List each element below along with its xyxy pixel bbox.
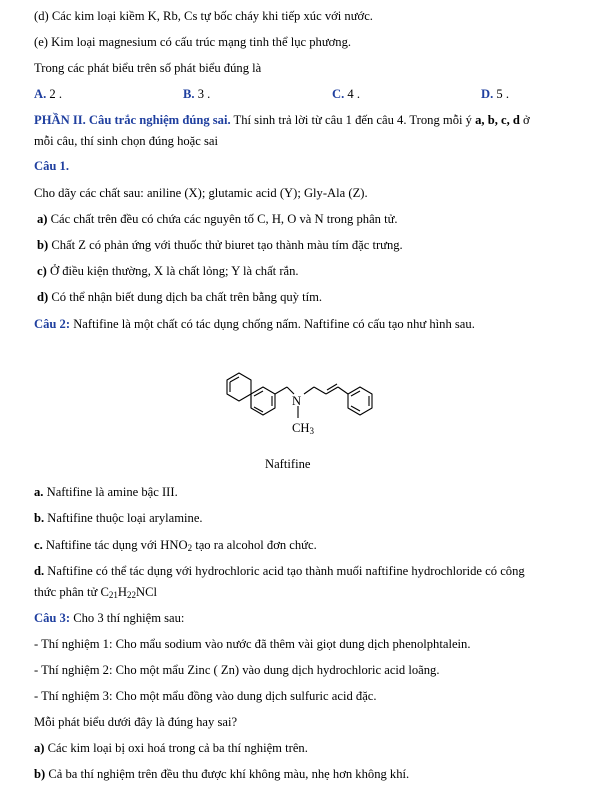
q2-item-d: d. Naftifine có thể tác dụng với hydrochloric acid tạo thành muối naftifine hydrochloride có công <box>34 564 525 578</box>
option-a: A. 2 . <box>34 87 62 101</box>
statement-e: (e) Kim loại magnesium có cấu trúc mạng tinh thể lục phương. <box>34 35 352 49</box>
part2-instructions-line2: mỗi câu, thí sinh chọn đúng hoặc sai <box>34 134 218 148</box>
q2-item-d-formula: thức phân tử $C_{21}H_{22}NCl$ <box>34 585 157 600</box>
q2-item-b: b. Naftifine thuộc loại arylamine. <box>34 511 203 525</box>
q3-stem: Câu 3: Cho 3 thí nghiệm sau: <box>34 611 185 625</box>
part2-instructions: PHẦN II. Câu trắc nghiệm đúng sai. Thí sinh trả lời từ câu 1 đến câu 4. Trong mỗi ý a, b, c, d ở <box>34 113 530 127</box>
q2-stem: Câu 2: Naftifine là một chất có tác dụng chống nấm. Naftifine có cấu tạo như hình sau. <box>34 317 475 331</box>
q3-item-a: a) Các kim loại bị oxi hoá trong cả ba thí nghiệm trên. <box>34 741 308 755</box>
q1-stem: Cho dãy các chất sau: aniline (X); glutamic acid (Y); Gly-Ala (Z). <box>34 186 368 200</box>
q1-item-d: d) Có thể nhận biết dung dịch ba chất trên bằng quỳ tím. <box>37 290 323 304</box>
naftifine-structure <box>226 365 386 445</box>
q1-item-b: b) Chất Z có phản ứng với thuốc thử biuret tạo thành màu tím đặc trưng. <box>37 238 403 252</box>
q2-item-c: c. Naftifine tác dụng với $HNO_2$ tạo ra alcohol đơn chức. <box>34 538 317 553</box>
q2-item-a: a. Naftifine là amine bậc III. <box>34 485 178 499</box>
q3-experiment-1: - Thí nghiệm 1: Cho mẩu sodium vào nước đã thêm vài giọt dung dịch phenolphtalein. <box>34 637 471 651</box>
q3-item-b: b) Cả ba thí nghiệm trên đều thu được khí không màu, nhẹ hơn không khí. <box>34 767 410 781</box>
statement-d: (d) Các kim loại kiềm K, Rb, Cs tự bốc cháy khi tiếp xúc với nước. <box>34 9 373 23</box>
q1-title: Câu 1. <box>34 159 69 173</box>
option-d: D. 5 . <box>481 87 509 101</box>
question-prompt: Trong các phát biểu trên số phát biểu đúng là <box>34 61 262 75</box>
q3-experiment-3: - Thí nghiệm 3: Cho một mẩu đồng vào dung dịch sulfuric acid đặc. <box>34 689 377 703</box>
option-b: B. 3 . <box>183 87 211 101</box>
methyl-group-label: CH3 <box>292 421 314 436</box>
q1-item-c: c) Ở điều kiện thường, X là chất lỏng; Y là chất rắn. <box>37 264 299 278</box>
q1-item-a: a) Các chất trên đều có chứa các nguyên tố C, H, O và N trong phân tử. <box>37 212 398 226</box>
option-c: C. 4 . <box>332 87 360 101</box>
q3-question: Mỗi phát biểu dưới đây là đúng hay sai? <box>34 715 238 729</box>
q3-experiment-2: - Thí nghiệm 2: Cho một mẩu Zinc ( Zn) vào dung dịch hydrochloric acid loãng. <box>34 663 440 677</box>
nitrogen-atom-label: N <box>292 394 302 408</box>
figure-caption: Naftifine <box>265 457 311 471</box>
